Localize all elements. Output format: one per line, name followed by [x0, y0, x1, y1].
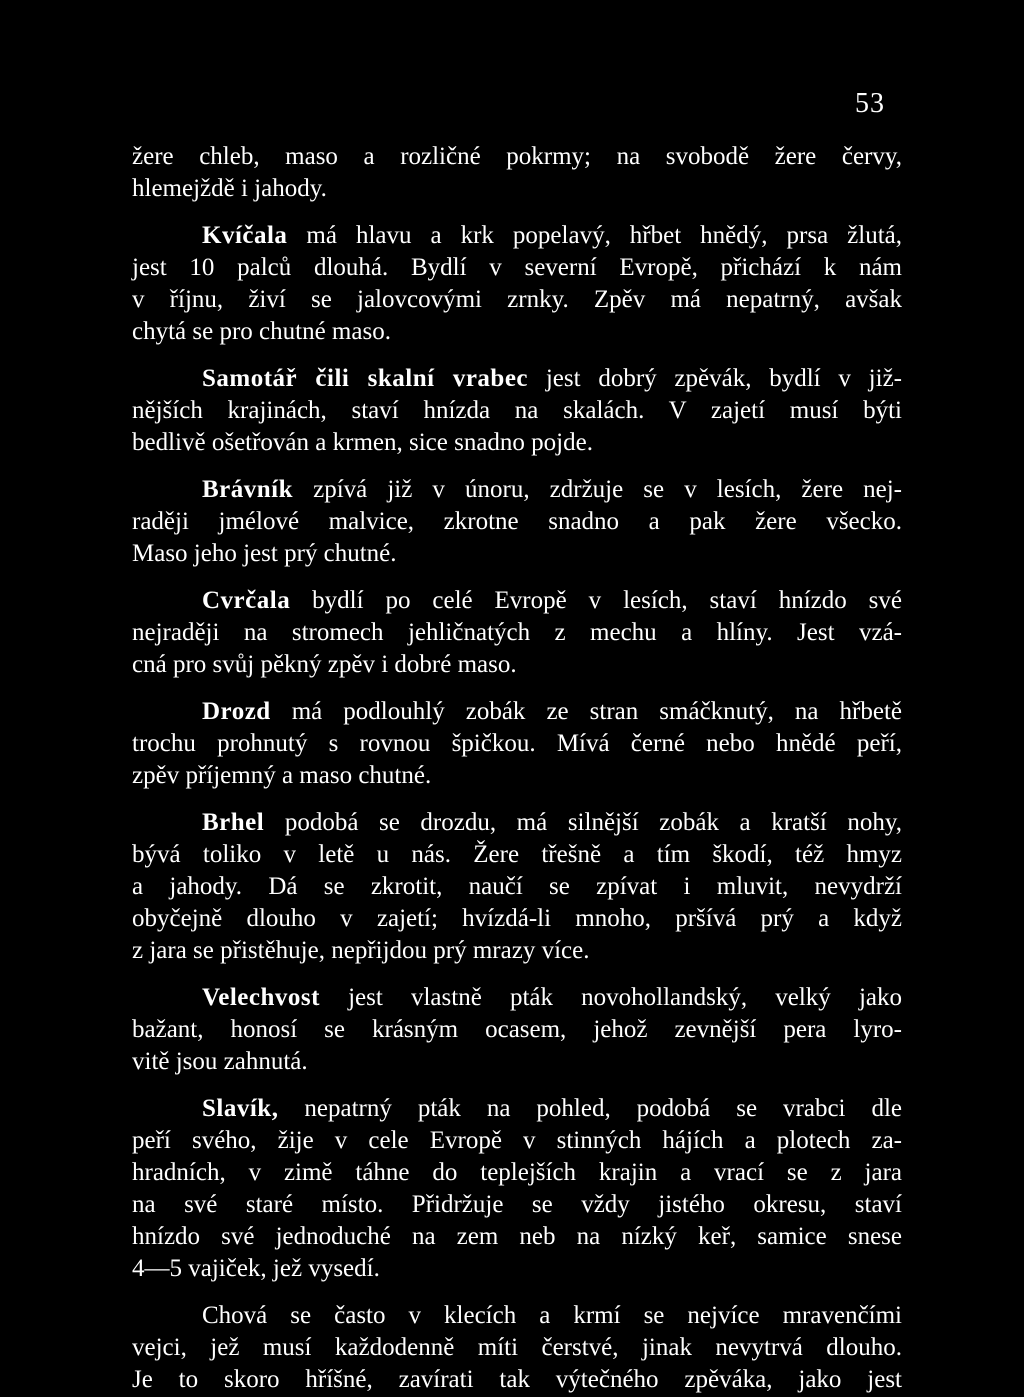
- text-line: [132, 1189, 902, 1221]
- line-text: raději jmélové malvice, zkrotne snadno a pak žere všecko.: [132, 508, 902, 535]
- line-text: obyčejně dlouho v zajetí; hvízdá-li mnoho, pršívá prý a když: [132, 905, 902, 932]
- line-text: nějších krajinách, staví hnízda na skalách. V zajetí musí býti: [132, 397, 902, 424]
- text-line: [132, 284, 902, 316]
- line-text: jest vlastně pták novohollandský, velký jako: [319, 984, 902, 1011]
- text-line: [132, 1300, 902, 1332]
- text-line: [132, 903, 902, 935]
- line-text: hlemejždě i jahody.: [132, 175, 327, 202]
- line-text: bedlivě ošetřován a krmen, sice snadno pojde.: [132, 429, 593, 456]
- line-text: hradních, v zimě táhne do teplejších krajin a vrací se z jara: [132, 1159, 902, 1186]
- text-line: [132, 220, 902, 252]
- bird-name: Velechvost: [202, 984, 320, 1011]
- line-text: peří svého, žije v cele Evropě v stinných hájích a plotech za-: [132, 1127, 902, 1154]
- text-line: [132, 363, 902, 395]
- text-paragraph: [132, 1300, 902, 1396]
- text-line: [132, 1093, 902, 1125]
- text-line: [132, 474, 902, 506]
- line-text: v říjnu, živí se jalovcovými zrnky. Zpěv má nepatrný, avšak: [132, 286, 902, 313]
- text-line: [132, 871, 902, 903]
- line-text: cná pro svůj pěkný zpěv i dobré maso.: [132, 651, 517, 678]
- line-text: podobá se drozdu, má silnější zobák a kratší nohy,: [264, 809, 902, 836]
- line-text: má podlouhlý zobák ze stran smáčknutý, na hřbetě: [270, 698, 902, 725]
- text-line: [132, 1332, 902, 1364]
- entry-paragraph: [132, 696, 902, 792]
- text-line: [132, 807, 902, 839]
- entry-paragraph: [132, 807, 902, 967]
- text-line: [132, 585, 902, 617]
- bird-name: Cvrčala: [202, 587, 291, 614]
- line-text: zpívá již v únoru, zdržuje se v lesích, žere nej-: [293, 476, 902, 503]
- entry-paragraph: [132, 585, 902, 681]
- text-line: [132, 696, 902, 728]
- text-paragraph: [132, 141, 902, 205]
- text-line: [132, 935, 902, 967]
- text-line: [132, 617, 902, 649]
- line-text: jest dobrý zpěvák, bydlí v již-: [528, 365, 902, 392]
- text-line: [132, 1253, 902, 1285]
- entry-paragraph: [132, 220, 902, 348]
- line-text: z jara se přistěhuje, nepřijdou prý mrazy více.: [132, 937, 590, 964]
- entry-paragraph: [132, 474, 902, 570]
- bird-name: Samotář čili skalní vrabec: [202, 365, 529, 392]
- text-line: [132, 728, 902, 760]
- line-text: bývá toliko v letě u nás. Žere třešně a tím škodí, též hmyz: [132, 841, 902, 868]
- line-text: Maso jeho jest prý chutné.: [132, 540, 397, 567]
- text-line: [132, 1221, 902, 1253]
- text-line: [132, 1125, 902, 1157]
- text-line: [132, 649, 902, 681]
- text-line: [132, 1046, 902, 1078]
- text-line: [132, 427, 902, 459]
- text-line: [132, 1364, 902, 1396]
- line-text: jest 10 palců dlouhá. Bydlí v severní Evropě, přichází k nám: [132, 254, 902, 281]
- line-text: hnízdo své jednoduché na zem neb na nízký keř, samice snese: [132, 1223, 902, 1250]
- page-number: 53: [855, 88, 885, 119]
- line-text: 4—5 vajiček, jež vysedí.: [132, 1255, 380, 1282]
- bird-name: Brhel: [202, 809, 265, 836]
- text-line: [132, 173, 902, 205]
- line-text: a jahody. Dá se zkrotit, naučí se zpívat i mluvit, nevydrží: [132, 873, 902, 900]
- bird-name: Brávník: [202, 476, 294, 503]
- bird-name: Drozd: [202, 698, 271, 725]
- entry-paragraph: [132, 1093, 902, 1285]
- line-text: má hlavu a krk popelavý, hřbet hnědý, prsa žlutá,: [287, 222, 902, 249]
- text-line: [132, 141, 902, 173]
- line-text: na své staré místo. Přidržuje se vždy jistého okresu, staví: [132, 1191, 902, 1218]
- text-line: [132, 506, 902, 538]
- entry-paragraph: [132, 982, 902, 1078]
- line-text: zpěv příjemný a maso chutné.: [132, 762, 432, 789]
- text-line: [132, 395, 902, 427]
- line-text: nejraději na stromech jehličnatých z mechu a hlíny. Jest vzá-: [132, 619, 902, 646]
- text-line: [132, 316, 902, 348]
- text-line: [132, 839, 902, 871]
- bird-name: Slavík,: [202, 1095, 279, 1122]
- line-text: chytá se pro chutné maso.: [132, 318, 391, 345]
- line-text: vitě jsou zahnutá.: [132, 1048, 308, 1075]
- line-text: Je to skoro hříšné, zavírati tak výtečného zpěváka, jako jest: [132, 1366, 902, 1393]
- line-text: bydlí po celé Evropě v lesích, staví hnízdo své: [290, 587, 902, 614]
- text-line: [132, 252, 902, 284]
- body-text: [132, 141, 902, 1396]
- text-line: [132, 538, 902, 570]
- line-text: nepatrný pták na pohled, podobá se vrabci dle: [278, 1095, 902, 1122]
- line-text: bažant, honosí se krásným ocasem, jehož zevnější pera lyro-: [132, 1016, 902, 1043]
- line-text: žere chleb, maso a rozličné pokrmy; na svobodě žere červy,: [132, 143, 902, 170]
- text-line: [132, 1157, 902, 1189]
- entry-paragraph: [132, 363, 902, 459]
- line-text: Chová se často v klecích a krmí se nejvíce mravenčími: [202, 1302, 902, 1329]
- line-text: trochu prohnutý s rovnou špičkou. Mívá černé nebo hnědé peří,: [132, 730, 902, 757]
- line-text: vejci, jež musí každodenně míti čerstvé, jinak nevytrvá dlouho.: [132, 1334, 902, 1361]
- bird-name: Kvíčala: [202, 222, 288, 249]
- text-line: [132, 1014, 902, 1046]
- text-line: [132, 760, 902, 792]
- text-line: [132, 982, 902, 1014]
